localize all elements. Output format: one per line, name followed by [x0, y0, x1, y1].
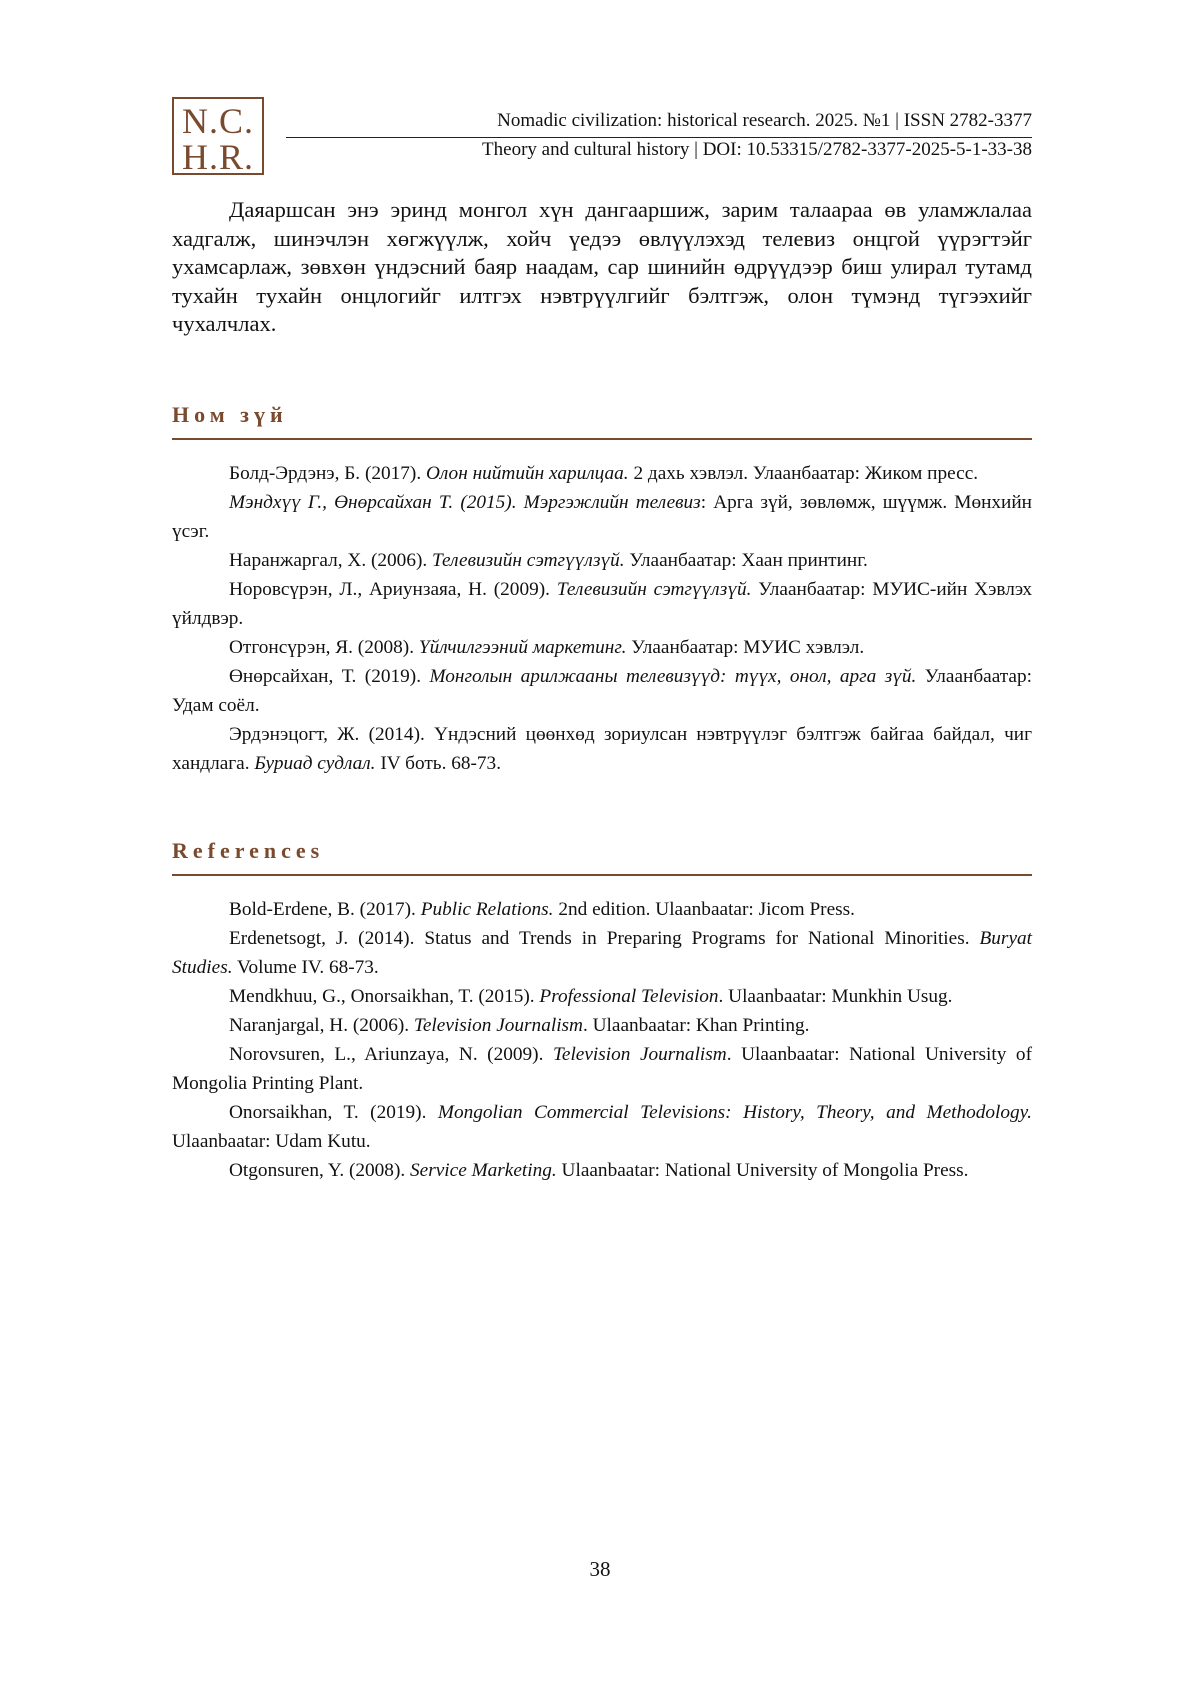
- journal-title: Nomadic civilization: historical research. 2025. №1 | ISSN 2782-3377: [497, 110, 1032, 131]
- logo-line-1: N.C.: [181, 101, 254, 141]
- logo-line-2: H.R.: [181, 137, 254, 177]
- reference-entry: Bold-Erdene, B. (2017). Public Relations. 2nd edition. Ulaanbaatar: Jicom Press.: [229, 899, 855, 920]
- page-number: 38: [589, 1557, 611, 1581]
- bibliography-mn-list: [172, 459, 1032, 778]
- references-en-list: [172, 895, 1032, 1185]
- reference-entry: Erdenetsogt, J. (2014). Status and Trends in Preparing Programs for National Minorities. Buryat Studies. Volume IV. 68-73.: [172, 928, 1032, 978]
- reference-entry: Onorsaikhan, T. (2019). Mongolian Commercial Televisions: History, Theory, and Methodology. Ulaanbaatar: Udam Kutu.: [172, 1102, 1032, 1152]
- reference-entry: Otgonsuren, Y. (2008). Service Marketing. Ulaanbaatar: National University of Mongolia Press.: [229, 1160, 969, 1181]
- section-doi: Theory and cultural history | DOI: 10.53315/2782-3377-2025-5-1-33-38: [482, 139, 1032, 160]
- reference-entry: Эрдэнэцогт, Ж. (2014). Үндэсний цөөнхөд зориулсан нэвтрүүлэг бэлтгэж байгаа байдал, чиг хандлага. Буриад судлал. IV боть. 68-73.: [172, 724, 1032, 774]
- body-paragraph: Даяаршсан энэ эринд монгол хүн дангааршиж, зарим талаараа өв уламжлалаа хадгалж, шинэчлэн хөгжүүлж, хойч үедээ өвлүүлэхэд телевиз онцгой үүрэгтэйг ухамсарлаж, зөвхөн үндэсний баяр наадам, сар шинийн өдрүүдээр биш улирал тутамд тухайн тухайн онцлогийг илтгэх нэвтрүүлгийг бэлтгэж, олон түмэнд түгээхийг чухалчлах.: [172, 197, 1032, 337]
- bibliography-mn-divider: [172, 438, 1032, 440]
- reference-entry: Norovsuren, L., Ariunzaya, N. (2009). Television Journalism. Ulaanbaatar: National University of Mongolia Printing Plant.: [172, 1044, 1032, 1094]
- reference-entry: Отгонсүрэн, Я. (2008). Үйлчилгээний маркетинг. Улаанбаатар: МУИС хэвлэл.: [229, 637, 865, 658]
- reference-entry: Өнөрсайхан, Т. (2019). Монголын арилжааны телевизүүд: түүх, онол, арга зүй. Улаанбаатар: Удам соёл.: [172, 666, 1032, 716]
- reference-entry: Mendkhuu, G., Onorsaikhan, T. (2015). Professional Television. Ulaanbaatar: Munkhin Usug.: [229, 986, 953, 1007]
- bibliography-mn-title: Ном зүй: [172, 402, 288, 427]
- reference-entry: Норовсүрэн, Л., Ариунзаяа, Н. (2009). Телевизийн сэтгүүлзүй. Улаанбаатар: МУИС-ийн Хэвлэх үйлдвэр.: [172, 579, 1032, 629]
- reference-entry: Болд-Эрдэнэ, Б. (2017). Олон нийтийн харилцаа. 2 дахь хэвлэл. Улаанбаатар: Жиком пресс.: [229, 463, 979, 484]
- references-en-title: References: [172, 838, 325, 863]
- journal-logo: [172, 97, 264, 175]
- reference-entry: Наранжаргал, Х. (2006). Телевизийн сэтгүүлзүй. Улаанбаатар: Хаан принтинг.: [229, 550, 868, 571]
- reference-entry: Naranjargal, H. (2006). Television Journalism. Ulaanbaatar: Khan Printing.: [229, 1015, 810, 1036]
- references-en-divider: [172, 874, 1032, 876]
- reference-entry: Мэндхүү Г., Өнөрсайхан Т. (2015). Мэргэжлийн телевиз: Арга зүй, зөвлөмж, шүүмж. Мөнхийн үсэг.: [172, 492, 1033, 542]
